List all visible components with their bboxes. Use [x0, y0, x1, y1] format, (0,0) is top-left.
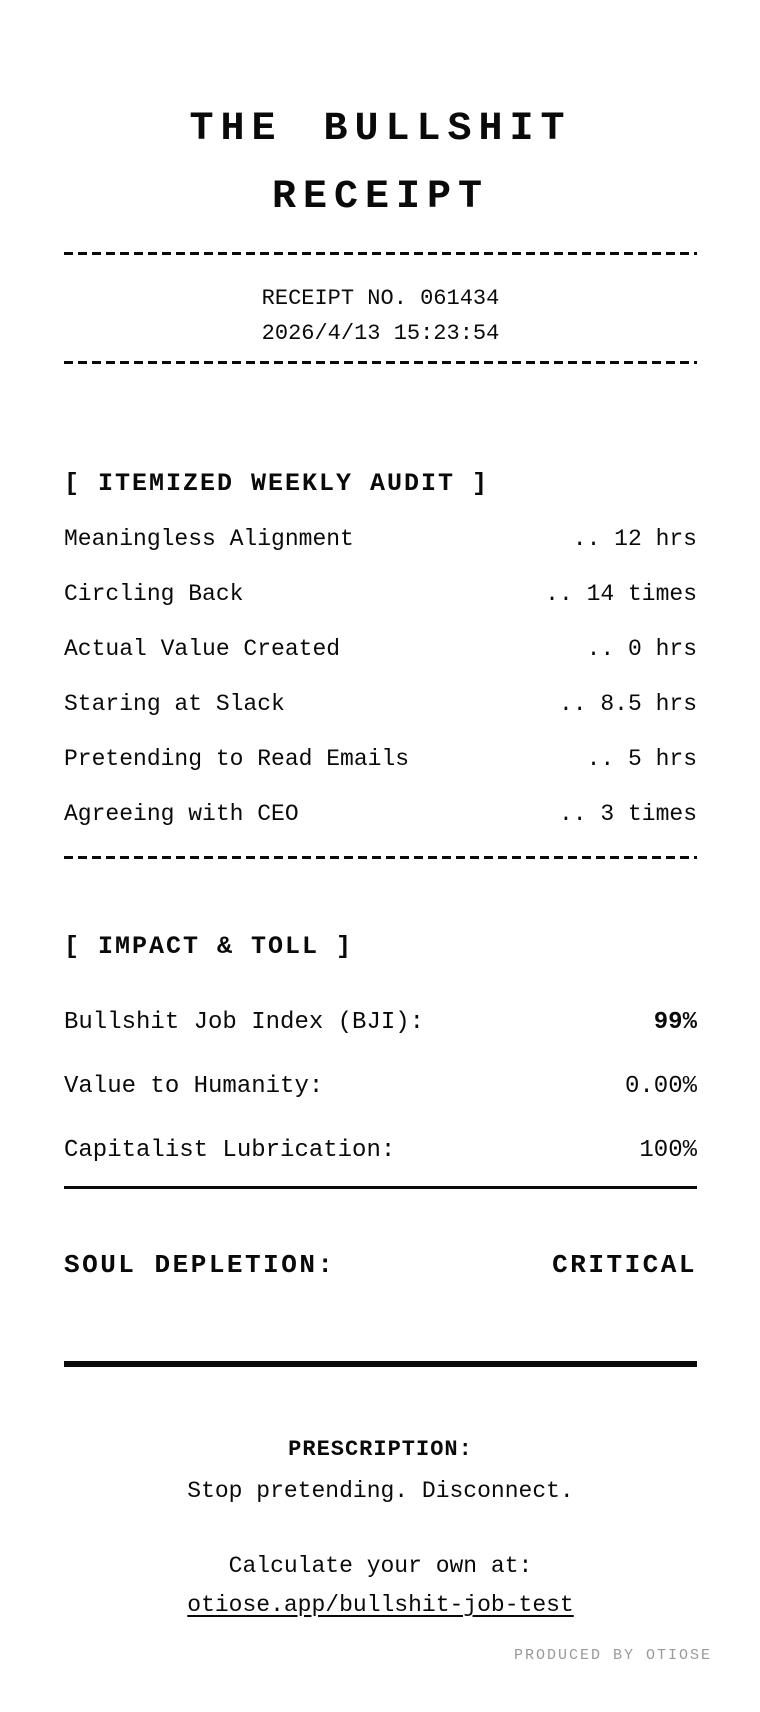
itemized-audit-list	[64, 526, 697, 828]
solid-divider-thin	[64, 1186, 697, 1189]
audit-item-value: .. 8.5 hrs	[558, 691, 697, 717]
impact-row	[64, 1072, 697, 1102]
dashed-divider-audit	[64, 856, 697, 859]
audit-row	[64, 581, 697, 608]
audit-item-label: Pretending to Read Emails	[64, 746, 410, 772]
produced-by-credit: PRODUCED BY OTIOSE	[513, 1647, 712, 1664]
prescription-label: PRESCRIPTION:	[288, 1437, 473, 1462]
receipt-meta	[64, 281, 697, 351]
audit-item-label: Meaningless Alignment	[64, 526, 354, 552]
audit-item-label: Staring at Slack	[64, 691, 285, 717]
audit-row	[64, 636, 697, 663]
dashed-divider-top	[64, 252, 697, 255]
impact-row-value: 100%	[639, 1137, 697, 1164]
audit-row	[64, 526, 697, 553]
impact-toll-header: [ IMPACT & TOLL ]	[64, 932, 354, 961]
audit-row	[64, 746, 697, 773]
audit-row	[64, 801, 697, 828]
calculate-prompt: Calculate your own at:	[228, 1553, 533, 1579]
audit-item-value: .. 0 hrs	[586, 636, 697, 662]
itemized-audit-header: [ ITEMIZED WEEKLY AUDIT ]	[64, 469, 490, 498]
audit-item-label: Actual Value Created	[64, 636, 341, 662]
impact-row-value: 99%	[653, 1009, 697, 1036]
impact-toll-list	[64, 1008, 697, 1166]
impact-row	[64, 1136, 697, 1166]
calculate-link-row	[64, 1590, 697, 1620]
impact-row	[64, 1008, 697, 1038]
audit-item-value: .. 3 times	[558, 801, 697, 827]
soul-depletion-value: CRITICAL	[552, 1250, 697, 1280]
impact-row-label: Capitalist Lubrication:	[64, 1137, 396, 1164]
impact-row-label: Value to Humanity:	[64, 1073, 324, 1100]
impact-row-value: 0.00%	[624, 1073, 697, 1100]
audit-item-value: .. 12 hrs	[572, 526, 697, 552]
audit-row	[64, 691, 697, 718]
dashed-divider-meta	[64, 361, 697, 364]
receipt-number: RECEIPT NO. 061434	[261, 286, 500, 311]
receipt-title: THE BULLSHIT RECEIPT	[189, 107, 572, 220]
soul-depletion-row	[64, 1249, 697, 1281]
audit-item-label: Circling Back	[64, 581, 244, 607]
audit-item-value: .. 5 hrs	[586, 746, 697, 772]
impact-row-label: Bullshit Job Index (BJI):	[64, 1009, 425, 1036]
receipt-datetime: 2026/4/13 15:23:54	[261, 321, 500, 346]
bullshit-job-test-link[interactable]: otiose.app/bullshit-job-test	[187, 1592, 574, 1618]
solid-divider-thick	[64, 1361, 697, 1367]
audit-item-label: Agreeing with CEO	[64, 801, 299, 827]
audit-item-value: .. 14 times	[545, 581, 697, 607]
prescription-text: Stop pretending. Disconnect.	[187, 1478, 574, 1504]
soul-depletion-label: SOUL DEPLETION:	[64, 1250, 336, 1280]
